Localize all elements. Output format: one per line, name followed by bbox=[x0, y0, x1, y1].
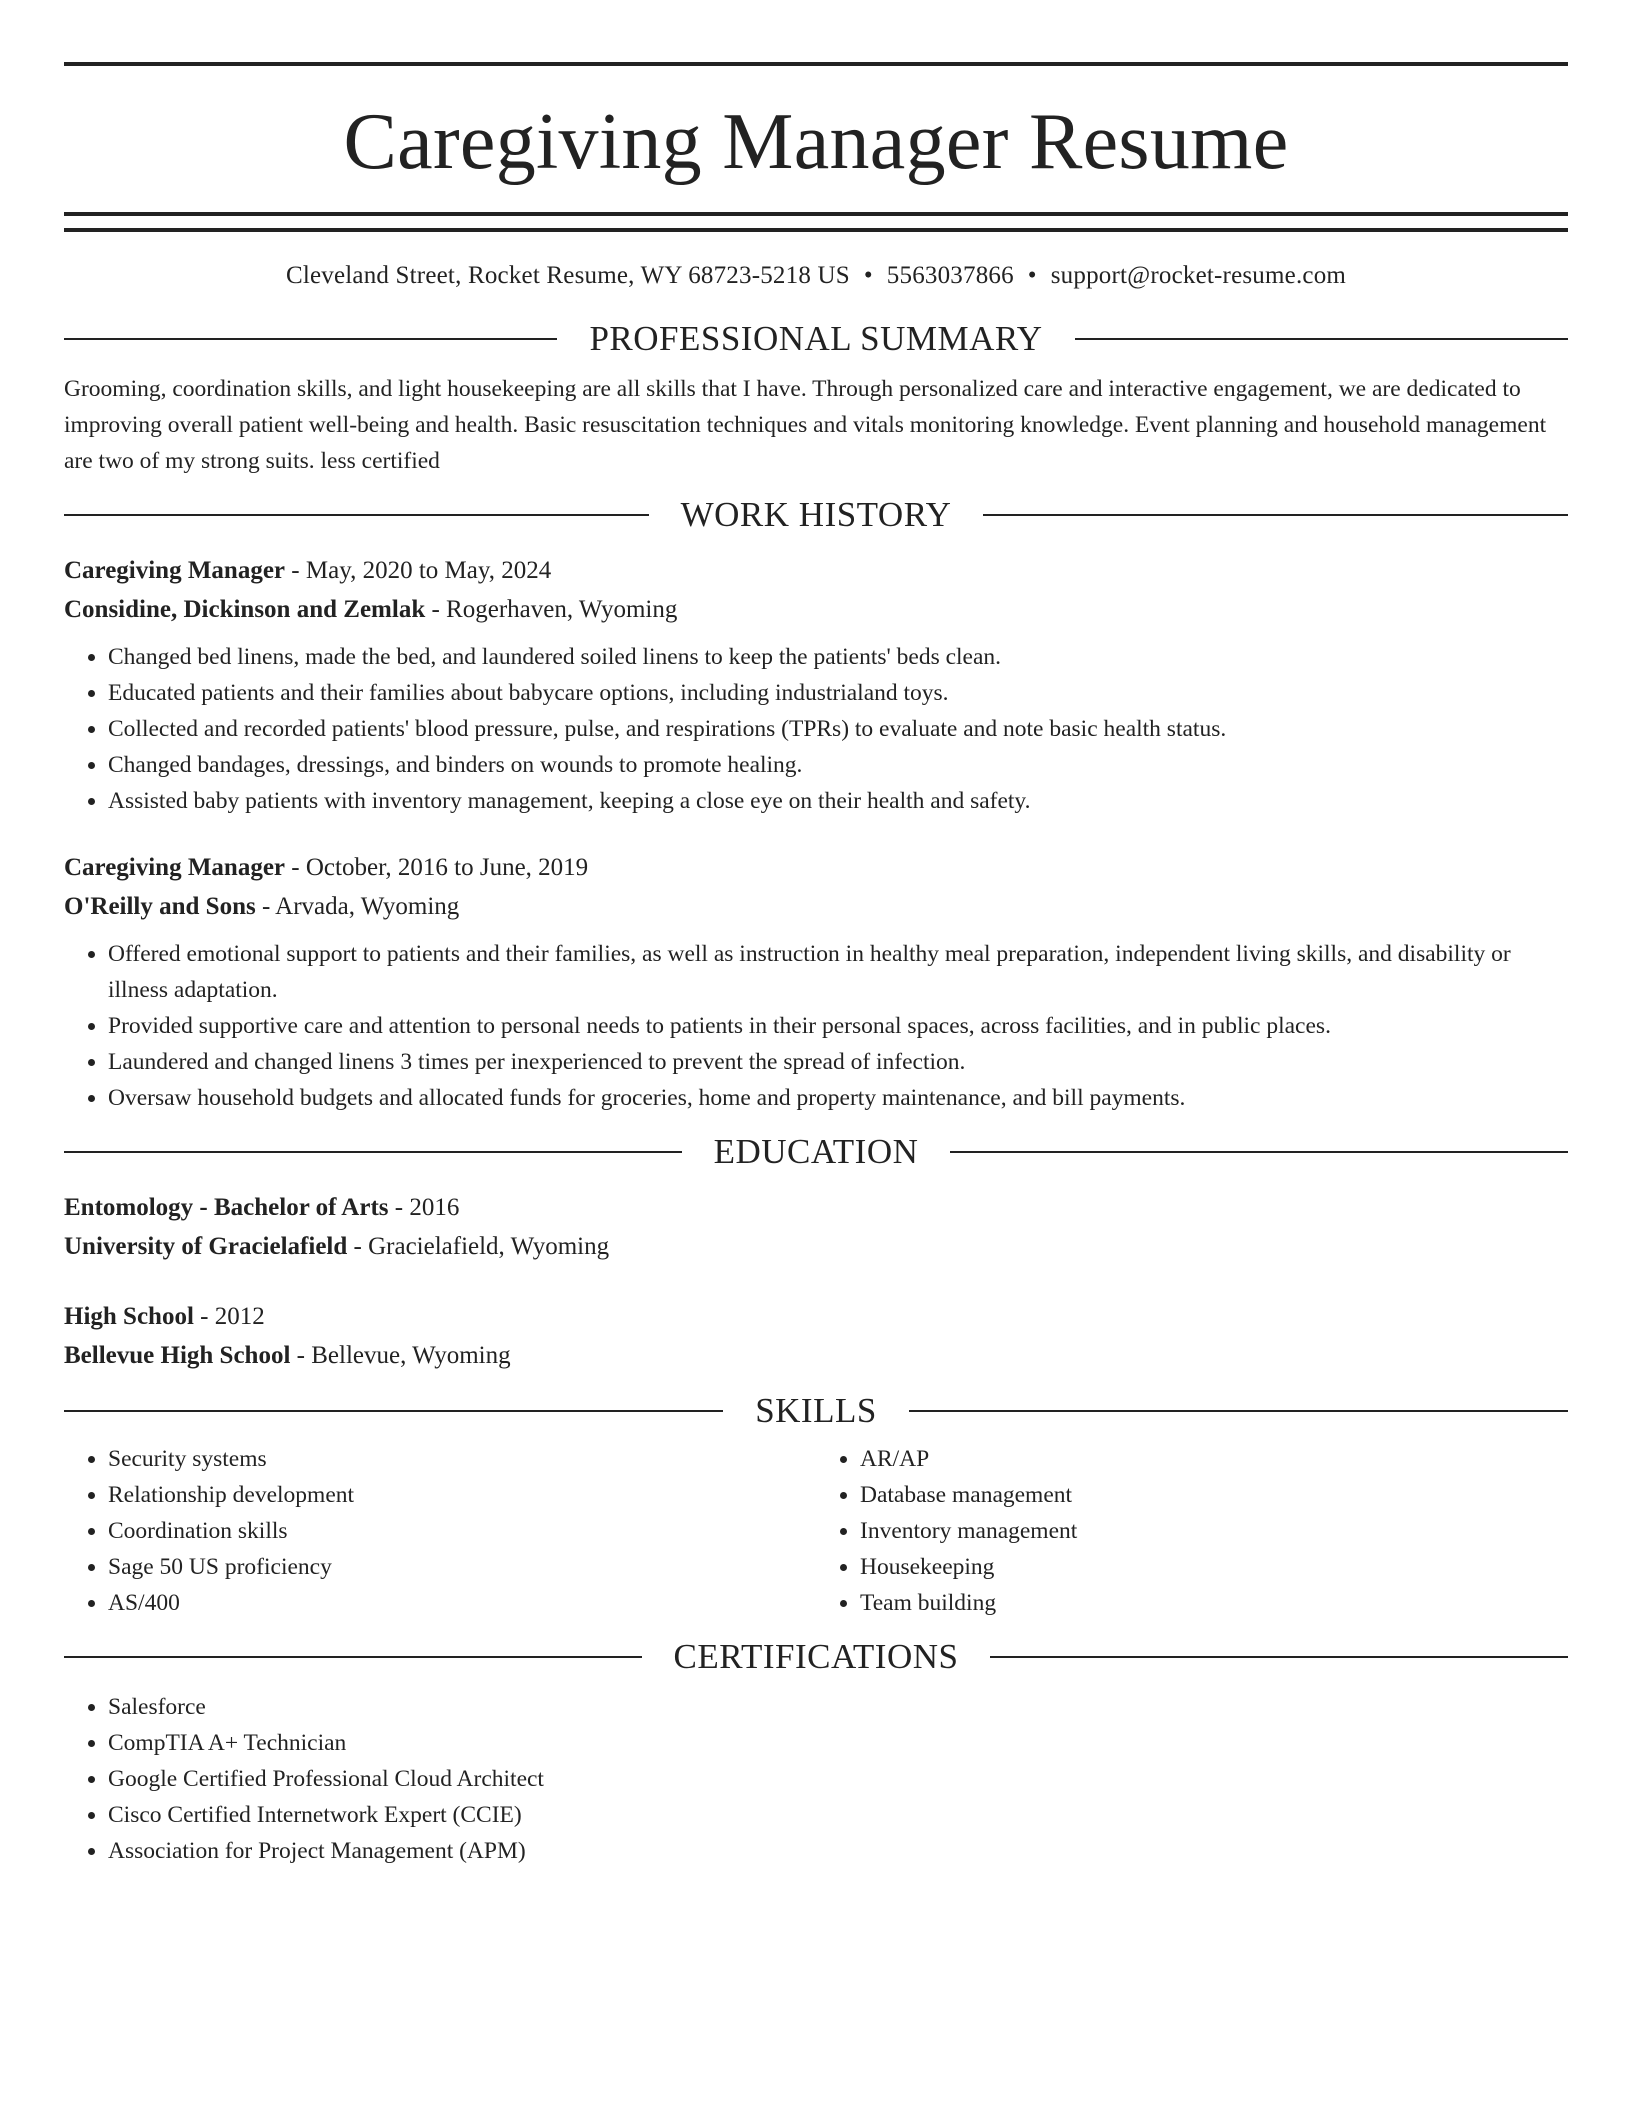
skills-columns bbox=[64, 1441, 1568, 1621]
job-bullets bbox=[64, 936, 1568, 1116]
certifications-heading-label: CERTIFICATIONS bbox=[673, 1637, 959, 1676]
list-item: • Oversaw household budgets and allocated funds for groceries, home and property maintenance, and bill payments. bbox=[108, 1080, 1568, 1116]
contact-line bbox=[64, 259, 1568, 293]
education-degree-line bbox=[64, 1297, 1568, 1336]
skills-list-right bbox=[816, 1441, 1568, 1621]
summary-heading-label: PROFESSIONAL SUMMARY bbox=[589, 319, 1043, 358]
education-entry bbox=[64, 1297, 1568, 1375]
education-year: - 2016 bbox=[388, 1194, 460, 1221]
skills-list-left bbox=[64, 1441, 816, 1621]
list-item: • Cisco Certified Internetwork Expert (CCIE) bbox=[108, 1797, 1568, 1833]
heading-rule-right bbox=[983, 514, 1568, 516]
job-location: - Rogerhaven, Wyoming bbox=[425, 596, 678, 623]
contact-separator: • bbox=[863, 262, 873, 289]
job-entry bbox=[64, 551, 1568, 819]
list-item: • Relationship development bbox=[108, 1477, 816, 1513]
list-item: • Salesforce bbox=[108, 1689, 1568, 1725]
job-company: Considine, Dickinson and Zemlak bbox=[64, 596, 426, 623]
education-heading bbox=[64, 1130, 1568, 1174]
heading-rule-left bbox=[64, 338, 557, 340]
job-dates: - October, 2016 to June, 2019 bbox=[285, 854, 589, 881]
contact-separator: • bbox=[1027, 262, 1037, 289]
heading-rule-right bbox=[909, 1410, 1568, 1412]
heading-rule-left bbox=[64, 1656, 642, 1658]
heading-rule-left bbox=[64, 1151, 682, 1153]
contact-phone: 5563037866 bbox=[886, 262, 1014, 289]
resume-title: Caregiving Manager Resume bbox=[343, 98, 1289, 186]
certifications-list bbox=[64, 1689, 1568, 1869]
top-rule bbox=[64, 62, 1568, 66]
education-school-line bbox=[64, 1336, 1568, 1375]
list-item: • Changed bed linens, made the bed, and laundered soiled linens to keep the patients' beds clean. bbox=[108, 639, 1568, 675]
list-item: • Provided supportive care and attention to personal needs to patients in their personal spaces, across facilities, and in public places. bbox=[108, 1008, 1568, 1044]
list-item: • CompTIA A+ Technician bbox=[108, 1725, 1568, 1761]
list-item: • Google Certified Professional Cloud Architect bbox=[108, 1761, 1568, 1797]
title-double-rule bbox=[64, 212, 1568, 232]
list-item: • Inventory management bbox=[860, 1513, 1568, 1549]
education-degree: High School bbox=[64, 1303, 194, 1330]
job-entry bbox=[64, 848, 1568, 1116]
contact-email: support@rocket-resume.com bbox=[1050, 262, 1347, 289]
education-year: - 2012 bbox=[193, 1303, 265, 1330]
education-school: University of Gracielafield bbox=[64, 1233, 348, 1260]
job-company-line bbox=[64, 590, 1568, 629]
list-item: • Changed bandages, dressings, and binders on wounds to promote healing. bbox=[108, 747, 1568, 783]
contact-address: Cleveland Street, Rocket Resume, WY 68723-5218 US bbox=[285, 262, 850, 289]
skills-heading bbox=[64, 1389, 1568, 1433]
list-item: • Assisted baby patients with inventory management, keeping a close eye on their health and safety. bbox=[108, 783, 1568, 819]
job-company-line bbox=[64, 887, 1568, 926]
list-item: • Sage 50 US proficiency bbox=[108, 1549, 816, 1585]
job-title-line bbox=[64, 551, 1568, 590]
heading-rule-right bbox=[1075, 338, 1568, 340]
work-heading bbox=[64, 493, 1568, 537]
list-item: • AR/AP bbox=[860, 1441, 1568, 1477]
job-company: O'Reilly and Sons bbox=[64, 893, 256, 920]
list-item: • Security systems bbox=[108, 1441, 816, 1477]
list-item: • Association for Project Management (APM) bbox=[108, 1833, 1568, 1869]
list-item: • Team building bbox=[860, 1585, 1568, 1621]
heading-rule-left bbox=[64, 1410, 723, 1412]
list-item: • AS/400 bbox=[108, 1585, 816, 1621]
job-title-line bbox=[64, 848, 1568, 887]
education-school-line bbox=[64, 1227, 1568, 1266]
heading-rule-left bbox=[64, 514, 649, 516]
certifications-heading bbox=[64, 1635, 1568, 1679]
list-item: • Collected and recorded patients' blood pressure, pulse, and respirations (TPRs) to evaluate and note basic health status. bbox=[108, 711, 1568, 747]
job-dates: - May, 2020 to May, 2024 bbox=[285, 557, 552, 584]
summary-heading bbox=[64, 317, 1568, 361]
list-item: • Coordination skills bbox=[108, 1513, 816, 1549]
work-heading-label: WORK HISTORY bbox=[680, 495, 952, 534]
education-school: Bellevue High School bbox=[64, 1342, 291, 1369]
list-item: • Housekeeping bbox=[860, 1549, 1568, 1585]
list-item: • Offered emotional support to patients and their families, as well as instruction in healthy meal preparation, independent living skills, and disability or illness adaptation. bbox=[108, 936, 1568, 1008]
list-item: • Database management bbox=[860, 1477, 1568, 1513]
heading-rule-right bbox=[990, 1656, 1568, 1658]
education-heading-label: EDUCATION bbox=[713, 1132, 919, 1171]
summary-text: Grooming, coordination skills, and light housekeeping are all skills that I have. Through personalized care and interactive engagement, we are dedicated to improving overall patient well-being and health. Basic resuscitation techniques and vitals monitoring knowledge. Event planning and household management are two of my strong suits. less certified bbox=[64, 376, 1547, 474]
education-location: - Gracielafield, Wyoming bbox=[347, 1233, 610, 1260]
job-title: Caregiving Manager bbox=[64, 557, 286, 584]
job-title: Caregiving Manager bbox=[64, 854, 286, 881]
job-bullets bbox=[64, 639, 1568, 819]
education-degree-line bbox=[64, 1188, 1568, 1227]
list-item: • Laundered and changed linens 3 times per inexperienced to prevent the spread of infection. bbox=[108, 1044, 1568, 1080]
heading-rule-right bbox=[950, 1151, 1568, 1153]
education-location: - Bellevue, Wyoming bbox=[290, 1342, 511, 1369]
skills-heading-label: SKILLS bbox=[755, 1391, 877, 1430]
education-degree: Entomology - Bachelor of Arts bbox=[64, 1194, 389, 1221]
education-entry bbox=[64, 1188, 1568, 1266]
list-item: • Educated patients and their families about babycare options, including industrialand toys. bbox=[108, 675, 1568, 711]
job-location: - Arvada, Wyoming bbox=[255, 893, 460, 920]
